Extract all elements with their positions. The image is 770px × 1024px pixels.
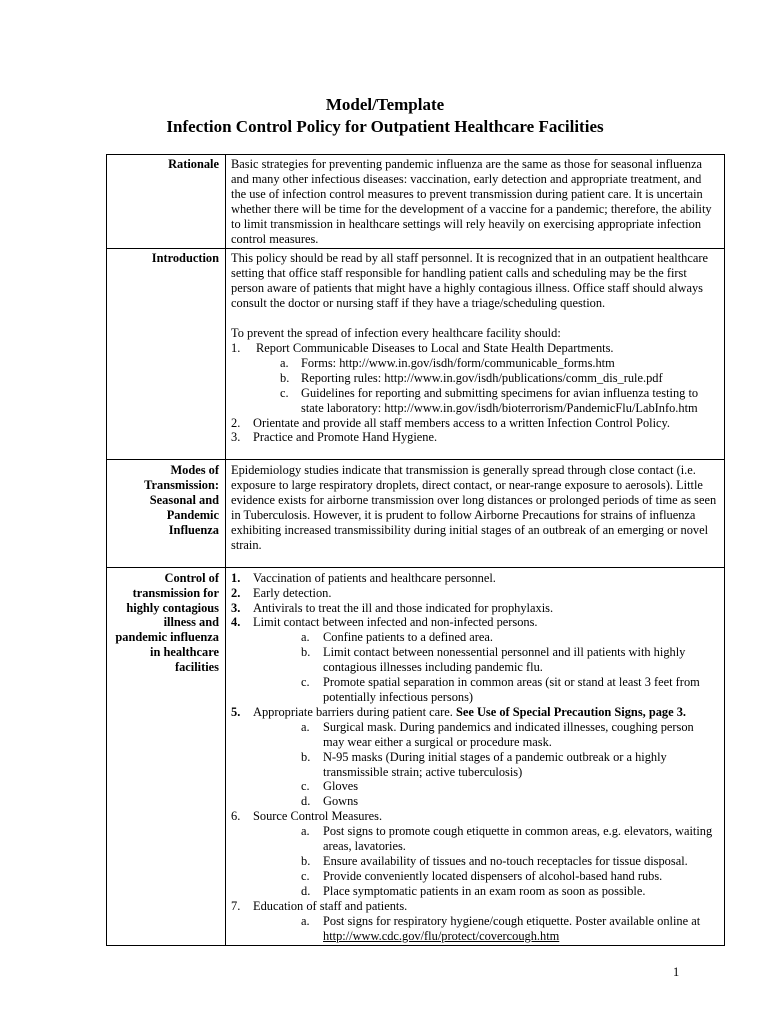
list-item-text: Antivirals to treat the ill and those indicated for prophylaxis. <box>253 600 554 615</box>
introduction-paragraph-1: This policy should be read by all staff personnel. It is recognized that in an outpatient healthcare setting that office staff responsible for handling patient calls and scheduling may be the first person aware of patients that might have a highly contagious illness. Office staff should always consult the doctor or nursing staff if they have a triage/scheduling question. <box>231 251 709 311</box>
introduction-label: Introduction <box>107 249 226 460</box>
cover-cough-link[interactable]: http://www.cdc.gov/flu/protect/covercough.htm <box>323 928 560 943</box>
modes-label: Modes of Transmission: Seasonal and Pandemic Influenza <box>107 460 226 567</box>
sub-list-item <box>253 914 718 944</box>
list-number: 6. <box>231 809 241 824</box>
list-number: 2. <box>231 415 241 430</box>
list-number: 3. <box>231 430 241 445</box>
list-number: 7. <box>231 898 241 913</box>
rationale-text: Basic strategies for preventing pandemic influenza are the same as those for seasonal influenza and many other infectious diseases: vaccination, early detection and appropriate treatment, and the use of infection control measures to prevent transmission during patient care. It is uncertain whether there will be time for the development of a vaccine for a pandemic; therefore, the ability to limit transmission in healthcare settings will rely heavily on exercising appropriate infection control measures. <box>226 155 725 249</box>
modes-row <box>107 460 725 567</box>
sub-list-item <box>253 645 718 675</box>
sub-list-text: Post signs for respiratory hygiene/cough etiquette. Poster available online at <box>323 913 701 928</box>
list-item-text: Appropriate barriers during patient care. <box>253 704 456 719</box>
control-list <box>231 571 718 944</box>
sub-list-letter: a. <box>301 824 310 839</box>
introduction-row <box>107 249 725 460</box>
policy-table <box>106 154 725 946</box>
sub-list-item <box>253 854 718 869</box>
sub-list-letter: c. <box>301 868 310 883</box>
list-item-text: Source Control Measures. <box>253 809 383 824</box>
list-item <box>231 416 718 431</box>
sub-list-text: Guidelines for reporting and submitting specimens for avian influenza testing to state laboratory: http://www.in.gov/isdh/bioterrorism/PandemicFlu/LabInfo.htm <box>301 385 699 415</box>
list-item-text: Orientate and provide all staff members access to a written Infection Control Policy. <box>253 415 671 430</box>
control-content <box>226 567 725 946</box>
sub-list-letter: a. <box>301 719 310 734</box>
list-number: 3. <box>231 600 241 615</box>
sub-list-text: Limit contact between nonessential personnel and ill patients with highly contagious illnesses including pandemic flu. <box>323 645 686 675</box>
rationale-row <box>107 155 725 249</box>
sub-list-letter: c. <box>301 779 310 794</box>
sub-list-item <box>253 720 718 750</box>
list-item <box>231 601 718 616</box>
control-row <box>107 567 725 946</box>
list-number: 1. <box>231 570 241 585</box>
list-number: 1. <box>231 340 241 355</box>
sub-list-item <box>256 371 718 386</box>
sub-list <box>256 356 718 416</box>
sub-list-item <box>253 824 718 854</box>
sub-list-item <box>253 869 718 884</box>
control-label: Control of transmission for highly contagious illness and pandemic influenza in healthcare facilities <box>107 567 226 946</box>
document-title <box>0 94 770 138</box>
sub-list-text: Surgical mask. During pandemics and indicated illnesses, coughing person may wear either a surgical or procedure mask. <box>323 719 694 749</box>
introduction-content <box>226 249 725 460</box>
list-item <box>231 341 718 416</box>
list-item-text: Education of staff and patients. <box>253 898 408 913</box>
sub-list-text: Gowns <box>323 794 359 809</box>
list-item-text: Limit contact between infected and non-infected persons. <box>253 615 538 630</box>
sub-list-letter: b. <box>301 749 311 764</box>
list-item-text: Early detection. <box>253 585 332 600</box>
list-item <box>231 899 718 944</box>
sub-list-item <box>253 779 718 794</box>
sub-list <box>253 720 718 809</box>
sub-list-text: Gloves <box>323 779 359 794</box>
sub-list-letter: b. <box>301 645 311 660</box>
list-item <box>231 430 718 445</box>
sub-list-letter: c. <box>280 385 289 400</box>
sub-list-text: Ensure availability of tissues and no-touch receptacles for tissue disposal. <box>323 853 688 868</box>
sub-list-text: Promote spatial separation in common areas (sit or stand at least 3 feet from potentially infectious persons) <box>323 675 700 704</box>
sub-list-item <box>253 675 718 705</box>
sub-list-letter: d. <box>301 883 311 898</box>
sub-list-letter: c. <box>301 675 310 690</box>
list-item-text: Report Communicable Diseases to Local and State Health Departments. <box>256 340 614 355</box>
list-item-text: Vaccination of patients and healthcare personnel. <box>253 570 496 585</box>
list-item <box>231 586 718 601</box>
sub-list-letter: d. <box>301 794 311 809</box>
sub-list-letter: b. <box>280 370 290 385</box>
modes-content <box>226 460 725 567</box>
introduction-list <box>231 341 718 445</box>
list-number: 5. <box>231 704 241 719</box>
title-line-1: Model/Template <box>325 95 445 114</box>
sub-list <box>253 824 718 899</box>
list-item <box>231 809 718 898</box>
page-number: 1 <box>673 965 680 979</box>
sub-list-item <box>253 794 718 809</box>
sub-list-letter: b. <box>301 853 311 868</box>
sub-list-item <box>256 386 718 416</box>
sub-list-item <box>256 356 718 371</box>
sub-list-item <box>253 750 718 780</box>
sub-list-item <box>253 630 718 645</box>
list-item <box>231 571 718 586</box>
sub-list <box>253 630 718 705</box>
sub-list <box>253 914 718 944</box>
special-precaution-reference: See Use of Special Precaution Signs, page 3. <box>455 704 687 719</box>
sub-list-text: Post signs to promote cough etiquette in common areas, e.g. elevators, waiting areas, lavatories. <box>323 824 713 854</box>
list-number: 2. <box>231 585 241 600</box>
list-item-text: Practice and Promote Hand Hygiene. <box>253 430 438 445</box>
sub-list-item <box>253 884 718 899</box>
sub-list-text: Confine patients to a defined area. <box>323 630 493 645</box>
sub-list-text: Place symptomatic patients in an exam room as soon as possible. <box>323 883 646 898</box>
introduction-paragraph-2: To prevent the spread of infection every healthcare facility should: <box>231 326 561 341</box>
sub-list-text: Reporting rules: http://www.in.gov/isdh/publications/comm_dis_rule.pdf <box>301 370 663 385</box>
title-line-2: Infection Control Policy for Outpatient Healthcare Facilities <box>166 117 604 136</box>
sub-list-text: Provide conveniently located dispensers of alcohol-based hand rubs. <box>323 868 663 883</box>
sub-list-text: N-95 masks (During initial stages of a pandemic outbreak or a highly transmissible strain; active tuberculosis) <box>323 749 667 779</box>
list-number: 4. <box>231 615 241 630</box>
rationale-label: Rationale <box>107 155 226 249</box>
sub-list-letter: a. <box>280 355 289 370</box>
sub-list-letter: a. <box>301 913 310 928</box>
modes-text: Epidemiology studies indicate that transmission is generally spread through close contact (i.e. exposure to large respiratory droplets, direct contact, or near-range exposure to aerosols). Little evidence exists for airborne transmission over long distances or prolonged periods of time as seen in Tuberculosis. However, it is prudent to follow Airborne Precautions for strains of influenza exhibiting increased transmissibility during initial stages of an outbreak of an emerging or novel strain. <box>231 463 717 552</box>
sub-list-text: Forms: http://www.in.gov/isdh/form/communicable_forms.htm <box>301 355 615 370</box>
list-item <box>231 705 718 809</box>
sub-list-letter: a. <box>301 630 310 645</box>
list-item <box>231 615 718 704</box>
